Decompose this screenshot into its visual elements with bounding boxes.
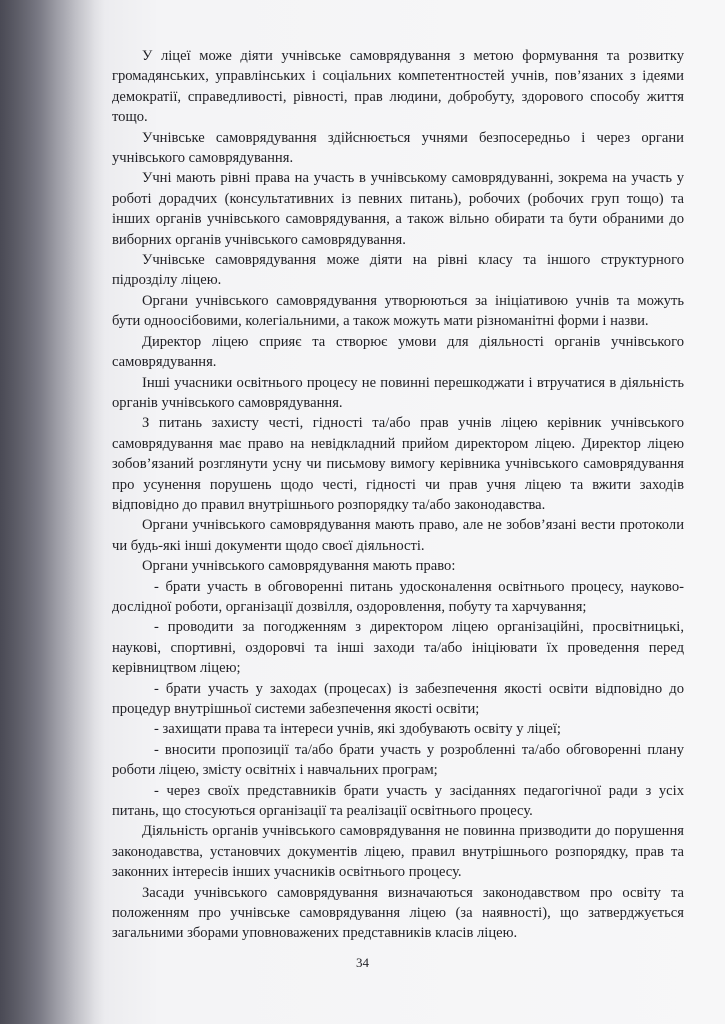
list-item: - проводити за погодженням з директором ліцею організаційні, просвітницькі, наукові, спортивні, оздоровчі та інші заходи та/або ініціювати їх проведення перед керівництвом ліцею; [112, 619, 684, 677]
paragraph: Учнівське самоврядування здійснюється учнями безпосередньо і через органи учнівського самоврядування. [112, 129, 684, 167]
paragraph: Органи учнівського самоврядування утворюються за ініціативою учнів та можуть бути одноосібовими, колегіальними, а також можуть мати різноманітні форми і назви. [112, 292, 684, 330]
paragraph: Засади учнівського самоврядування визначаються законодавством про освіту та положенням про учнівське самоврядування ліцею (за наявності), що затверджується загальними зборами уповноважених представників класів ліцею. [112, 884, 684, 942]
list-item: - через своїх представників брати участь у засіданнях педагогічної ради з усіх питань, що стосуються організації та реалізації освітнього процесу. [112, 782, 684, 820]
paragraph: Учнівське самоврядування може діяти на рівні класу та іншого структурного підрозділу ліцею. [112, 252, 684, 289]
list-item: - брати участь в обговоренні питань удосконалення освітнього процесу, науково-дослідної роботи, організації дозвілля, оздоровлення, побуту та харчування; [112, 578, 684, 615]
list-item: - вносити пропозиції та/або брати участь у розробленні та/або обговоренні плану роботи ліцею, змісту освітніх і навчальних програм; [112, 741, 684, 779]
paragraph: Директор ліцею сприяє та створює умови для діяльності органів учнівського самоврядування. [112, 333, 684, 371]
paragraph: З питань захисту честі, гідності та/або прав учнів ліцею керівник учнівського самоврядування має право на невідкладний прийом директором ліцею. Директор ліцею зобов’язаний розглянути усну чи письмову вимогу керівника учнівського самоврядування про усунення порушень щодо честі, гідності чи прав учня ліцею та вжити заходів відповідно до правил внутрішнього розпорядку та/або законодавства. [112, 415, 684, 513]
list-item: - брати участь у заходах (процесах) із забезпечення якості освіти відповідно до процедур внутрішньої системи забезпечення якості освіти; [112, 680, 684, 717]
paragraph: У ліцеї може діяти учнівське самоврядування з метою формування та розвитку громадянських, управлінських і соціальних компетентностей учнів, пов’язаних з ідеями демократії, справедливості, рівності, прав людини, добробуту, здорового способу життя тощо. [112, 48, 684, 126]
page-number: 34 [356, 955, 369, 970]
scan-shadow [0, 0, 95, 1024]
document-body [112, 46, 684, 944]
paragraph: Діяльність органів учнівського самоврядування не повинна призводити до порушення законодавства, установчих документів ліцею, правил внутрішнього розпорядку, прав та законних інтересів інших учасників освітнього процесу. [112, 823, 684, 881]
paragraph: Інші учасники освітнього процесу не повинні перешкоджати і втручатися в діяльність органів учнівського самоврядування. [112, 374, 684, 411]
paragraph: Органи учнівського самоврядування мають право, але не зобов’язані вести протоколи чи будь-які інші документи щодо своєї діяльності. [112, 517, 684, 554]
list-item: - захищати права та інтереси учнів, які здобувають освіту у ліцеї; [154, 721, 561, 738]
paragraph: Органи учнівського самоврядування мають право: [142, 558, 456, 575]
paragraph: Учні мають рівні права на участь в учнівському самоврядуванні, зокрема на участь у роботі дорадчих (консультативних із певних питань), робочих (робочих груп тощо) та інших органів учнівського самоврядування, а також вільно обирати та бути обраними до виборних органів учнівського самоврядування. [112, 170, 684, 248]
